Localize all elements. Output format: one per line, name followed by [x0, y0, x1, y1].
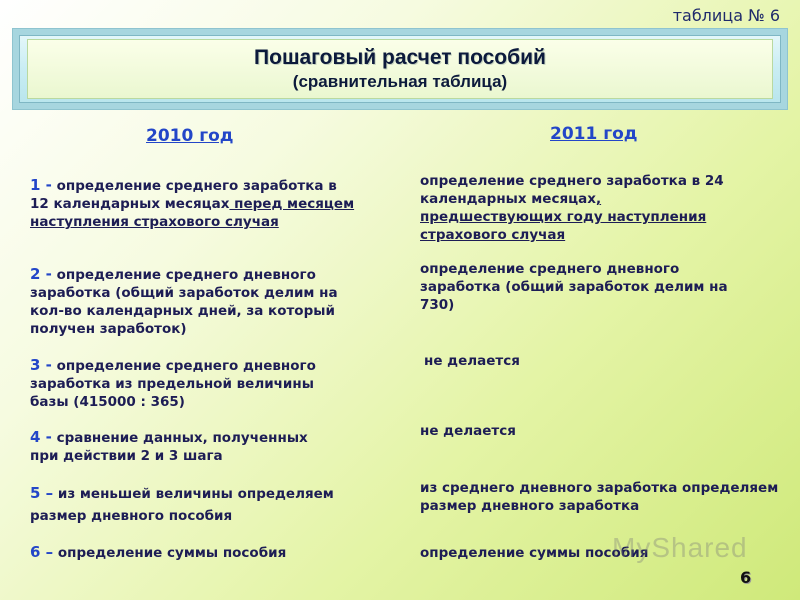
step-4-left: [30, 428, 340, 465]
step-text-underlined: , предшествующих году наступления страхового случая: [420, 191, 707, 243]
step-3-right: [424, 352, 799, 370]
step-number: 2 -: [30, 265, 52, 283]
step-1-right: [420, 172, 730, 244]
step-text: не делается: [424, 353, 520, 369]
step-1-left: [30, 176, 360, 231]
step-text: не делается: [420, 423, 516, 439]
table-number-label: таблица № 6: [672, 6, 780, 25]
step-2-right: [420, 260, 730, 314]
step-number: 5 –: [30, 484, 54, 502]
watermark-logo: MyShared: [612, 532, 748, 563]
year-2010-heading: 2010 год: [146, 126, 234, 146]
step-4-right: [420, 422, 795, 440]
step-5-left: [30, 482, 370, 527]
step-2-left: [30, 265, 340, 338]
title-banner-inner: [27, 39, 773, 99]
page-subtitle: (сравнительная таблица): [292, 72, 508, 91]
step-text: из меньшей величины определяем размер дневного пособия: [30, 486, 334, 524]
step-text: из среднего дневного заработка определяем размер дневного заработка: [420, 480, 779, 514]
step-number: 3 -: [30, 356, 52, 374]
step-text: определение среднего заработка в 24 календарных месяцах: [420, 173, 724, 207]
step-text: определение среднего дневного заработка из предельной величины базы (415000 : 365): [30, 358, 316, 410]
step-text-underlined: перед месяцем наступления страхового случая: [30, 196, 355, 230]
step-text: определение среднего дневного заработка (общий заработок делим на 730): [420, 261, 728, 313]
step-5-right: [420, 479, 795, 515]
step-text: определение суммы пособия: [420, 545, 649, 561]
year-2011-heading: 2011 год: [550, 124, 638, 144]
step-text: определение среднего заработка в 12 календарных месяцах: [30, 178, 337, 212]
step-number: 1 -: [30, 176, 52, 194]
title-banner: [12, 28, 788, 110]
page-title: Пошаговый расчет пособий: [254, 46, 546, 69]
step-text: определение среднего дневного заработка (общий заработок делим на кол-во календарных дней, за который получен заработок): [30, 267, 338, 337]
page-number: 6: [740, 568, 752, 587]
step-number: 4 -: [30, 428, 52, 446]
step-6-left: [30, 543, 360, 562]
step-text: определение суммы пособия: [53, 545, 287, 561]
step-number: 6 –: [30, 543, 54, 561]
step-text: сравнение данных, полученных при действии 2 и 3 шага: [30, 430, 308, 464]
step-3-left: [30, 356, 350, 411]
